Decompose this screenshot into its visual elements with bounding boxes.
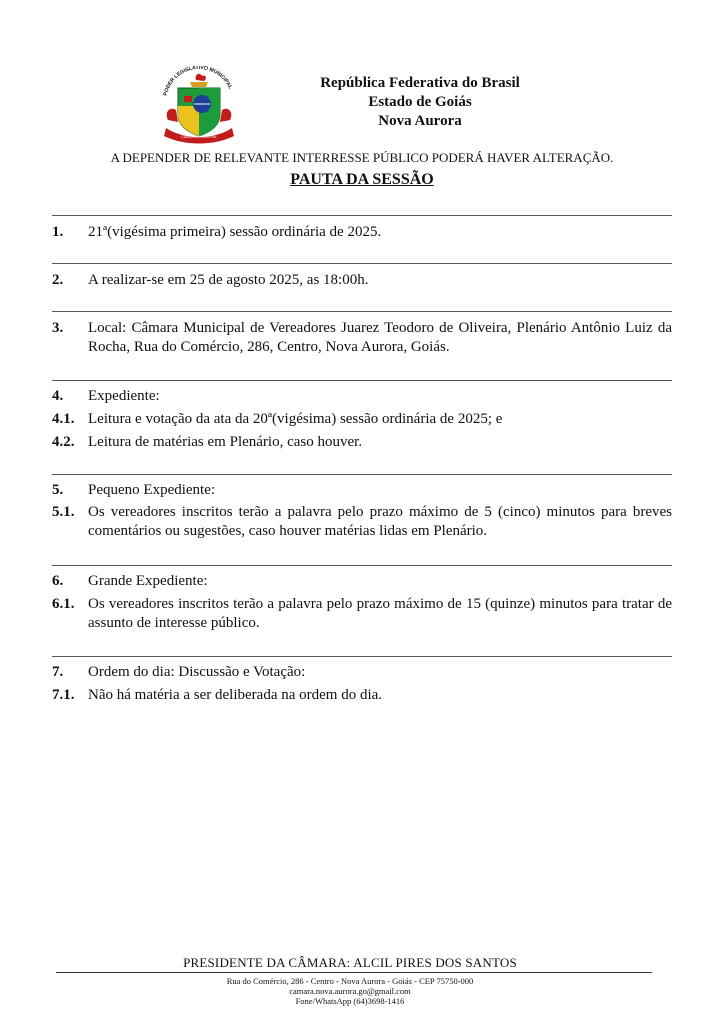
footer-phone: Fone/WhatsApp (64)3698-1416 <box>295 996 405 1006</box>
header-city: Nova Aurora <box>378 113 462 129</box>
item-number: 4.1. <box>52 411 75 427</box>
item-text: Expediente: <box>88 388 160 404</box>
municipal-coat-of-arms-logo <box>156 66 242 146</box>
president-signature-line: PRESIDENTE DA CÂMARA: ALCIL PIRES DOS SANTOS <box>183 955 517 970</box>
item-text: Pequeno Expediente: <box>88 482 216 498</box>
header-country: República Federativa do Brasil <box>320 75 520 91</box>
public-interest-notice: A DEPENDER DE RELEVANTE INTERRESSE PÚBLICO PODERÁ HAVER ALTERAÇÃO. <box>110 150 614 165</box>
document-header <box>270 74 570 131</box>
item-text: Leitura e votação da ata da 20ª(vigésima) sessão ordinária de 2025; e <box>88 411 503 427</box>
item-number: 7.1. <box>52 687 75 703</box>
item-number: 5.1. <box>52 504 75 520</box>
item-text: 21ª(vigésima primeira) sessão ordinária de 2025. <box>88 224 382 240</box>
divider <box>52 311 672 312</box>
header-state: Estado de Goiás <box>368 94 472 110</box>
divider <box>52 656 672 657</box>
item-text: Ordem do dia: Discussão e Votação: <box>88 664 306 680</box>
item-number: 7. <box>52 664 64 680</box>
divider <box>52 380 672 381</box>
footer-address: Rua do Comércio, 286 - Centro - Nova Aurora - Goiás - CEP 75750-000 <box>226 976 474 986</box>
divider <box>52 263 672 264</box>
item-text: Grande Expediente: <box>88 573 208 589</box>
divider <box>52 565 672 566</box>
item-text: Os vereadores inscritos terão a palavra pelo prazo máximo de 15 (quinze) minutos para tratar de assunto de interesse público. <box>88 596 672 631</box>
item-number: 6. <box>52 573 64 589</box>
footer-email: camara.nova.aurora.go@gmail.com <box>289 986 411 996</box>
item-number: 2. <box>52 272 64 288</box>
item-number: 6.1. <box>52 596 75 612</box>
item-number: 1. <box>52 224 64 240</box>
item-text: A realizar-se em 25 de agosto 2025, as 18:00h. <box>88 272 369 288</box>
item-number: 4. <box>52 388 64 404</box>
page-title: PAUTA DA SESSÃO <box>290 171 434 188</box>
divider <box>52 474 672 475</box>
footer-divider <box>56 972 652 973</box>
item-text: Os vereadores inscritos terão a palavra pelo prazo máximo de 5 (cinco) minutos para breves comentários ou sugestões, caso houver matérias lidas em Plenário. <box>88 504 672 539</box>
logo-ribbon-text: CÂMARA MUNICIPAL <box>181 135 217 139</box>
item-number: 3. <box>52 320 64 336</box>
divider <box>52 215 672 216</box>
logo-arc-text: PODER LEGISLATIVO MUNICIPAL <box>162 66 234 97</box>
item-text: Não há matéria a ser deliberada na ordem do dia. <box>88 687 383 703</box>
item-number: 5. <box>52 482 64 498</box>
item-text: Local: Câmara Municipal de Vereadores Juarez Teodoro de Oliveira, Plenário Antônio Luiz da Rocha, Rua do Comércio, 286, Centro, Nova Aurora, Goiás. <box>88 320 672 355</box>
item-text: Leitura de matérias em Plenário, caso houver. <box>88 434 363 450</box>
item-number: 4.2. <box>52 434 75 450</box>
